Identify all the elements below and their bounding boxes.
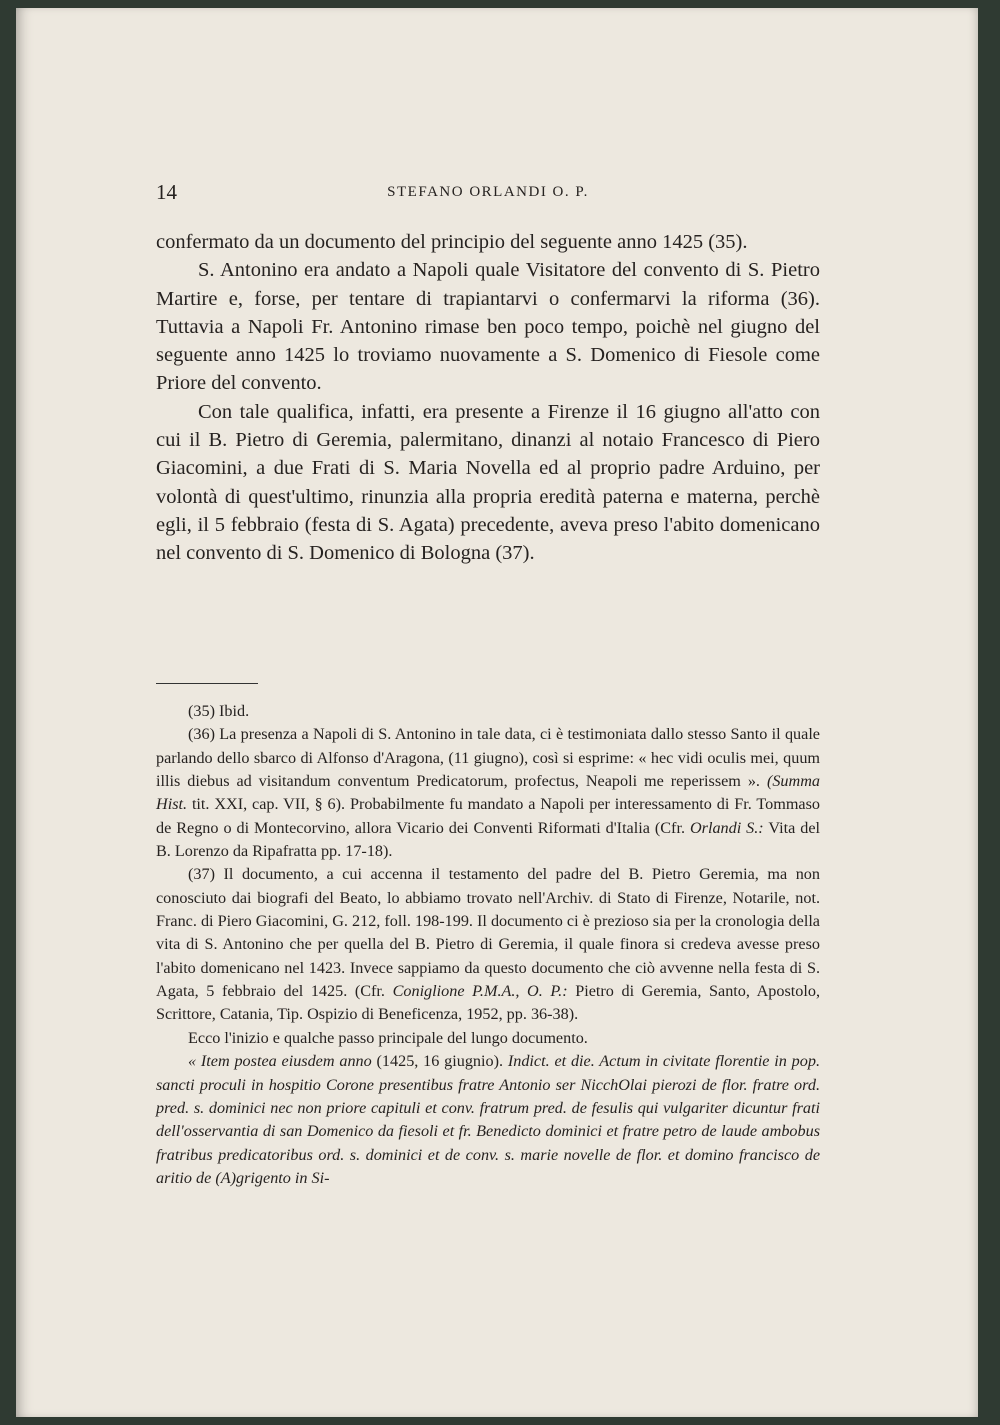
main-text <box>156 228 820 568</box>
footnote-37-text-a: (37) Il documento, a cui accenna il testamento del padre del B. Pietro Geremia, ma non conosciuto dai biografi del Beato, lo abbiamo trovato nell'Archiv. di Stato di Firenze, Notarile, not. Franc. di Piero Giacomini, G. 212, foll. 198-199. Il documento ci è prezioso sia per la cronologia della vita di S. Antonino che per quella del B. Pietro di Geremia, il quale finora si credeva avesse preso l'abito domenicano nel 1423. Invece sappiamo da questo documento che ciò avvenne nella festa di S. Agata, 5 febbraio del 1425. (Cfr. <box>156 865 820 1001</box>
footnote-37-text-b: Pietro di Geremia, Santo, Apostolo, Scrittore, Catania, Tip. Ospizio di Beneficenza, 1952, pp. 36-38). <box>156 982 821 1024</box>
footnote-36 <box>156 723 820 863</box>
footnote-36-orlandi: Orlandi S.: <box>689 818 764 837</box>
paragraph-3: Con tale qualifica, infatti, era presente a Firenze il 16 giugno all'atto con cui il B. Pietro di Geremia, palermitano, dinanzi al notaio Francesco di Piero Giacomini, a due Frati di S. Maria Novella ed al proprio padre Arduino, per volontà di quest'ultimo, rinunzia alla propria eredità paterna e materna, perchè egli, il 5 febbraio (festa di S. Agata) precedente, aveva preso l'abito domenicano nel convento di S. Domenico di Bologna (37). <box>156 400 820 565</box>
footnote-37 <box>156 863 820 1026</box>
footnote-separator <box>156 683 258 684</box>
footnote-36-text-a: (36) La presenza a Napoli di S. Antonino in tale data, ci è testimoniata dallo stesso Santo il quale parlando dello sbarco di Alfonso d'Aragona, (11 giugno), così si esprime: « hec vidi oculis mei, quum illis diebus ad visitandum conventum Predicatorum, profectus, Neapoli me reperissem ». <box>156 725 820 791</box>
latin-quote-a: « Item postea eiusdem anno <box>188 1052 372 1071</box>
footnote-37-latin-quote <box>156 1050 820 1190</box>
paragraph-2: S. Antonino era andato a Napoli quale Visitatore del convento di S. Pietro Martire e, forse, per tentare di trapiantarvi o confermarvi la riforma (36). Tuttavia a Napoli Fr. Antonino rimase ben poco tempo, poichè nel giugno del seguente anno 1425 lo troviamo nuovamente a S. Domenico di Fiesole come Priore del convento. <box>156 259 820 395</box>
page-header <box>156 180 820 210</box>
footnote-37-coniglione: Coniglione P.M.A., O. P.: <box>392 982 568 1001</box>
paragraph-1: confermato da un documento del principio del seguente anno 1425 (35). <box>156 231 748 253</box>
running-head: STEFANO ORLANDI O. P. <box>387 184 589 200</box>
footnote-36-summa: (Summa Hist. <box>156 772 820 814</box>
footnote-37-ecco: Ecco l'inizio e qualche passo principale del lungo documento. <box>188 1028 588 1047</box>
latin-quote-b: Indict. et die. Actum in civitate florentie in pop. sancti proculi in hospitio Corone presentibus fratre Antonio ser NicchOlai pierozi de flor. fratre ord. pred. s. dominici nec non priore capituli et conv. fratrum pred. de fesulis qui vulgariter dicuntur frati dell'osservantia di san Domenico da fiesoli et fr. Benedicto dominici et fratre petro de laude ambobus fratribus predicatoribus ord. s. dominici et de conv. s. marie novelle de flor. et domino francisco de aritio de (A)grigento in Si- <box>156 1052 821 1187</box>
page-number: 14 <box>156 180 177 204</box>
latin-quote-date: (1425, 16 giugnio). <box>376 1052 504 1071</box>
footnotes <box>156 700 820 1190</box>
footnote-36-text-c: Vita del B. Lorenzo da Ripafratta pp. 17-18). <box>156 818 820 861</box>
footnote-35: (35) Ibid. <box>188 702 250 720</box>
footnote-36-text-b: tit. XXI, cap. VII, § 6). Probabilmente fu mandato a Napoli per interessamento di Fr. Tommaso de Regno o di Montecorvino, allora Vicario dei Conventi Riformati d'Italia (Cfr. <box>156 795 821 837</box>
